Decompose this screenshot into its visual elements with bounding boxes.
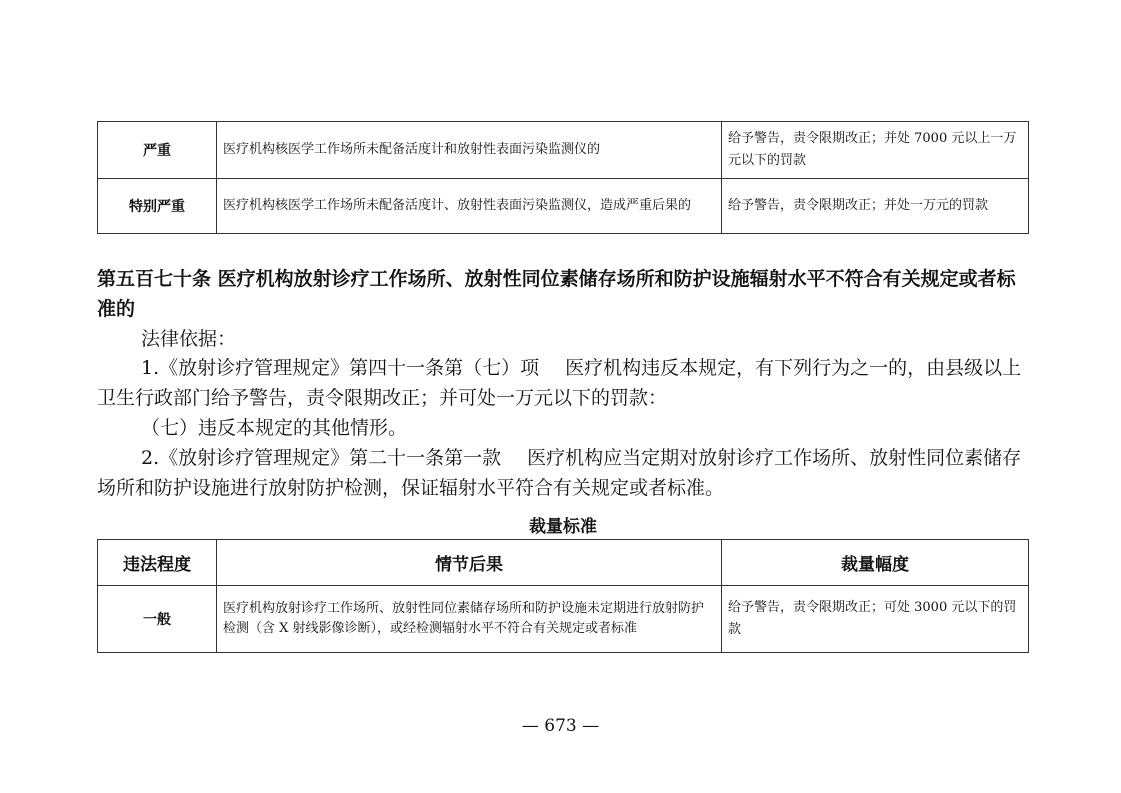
table-header-row bbox=[98, 540, 1029, 586]
consequence-cell: 医疗机构核医学工作场所未配备活度计和放射性表面污染监测仪的 bbox=[217, 122, 722, 179]
legal-basis-item-2 bbox=[97, 443, 1029, 503]
penalty-cell: 给予警告，责令限期改正；可处 3000 元以下的罚款 bbox=[722, 586, 1029, 653]
table-row bbox=[98, 179, 1029, 234]
column-header: 情节后果 bbox=[217, 540, 722, 586]
column-header: 裁量幅度 bbox=[722, 540, 1029, 586]
item-1-reference: 1.《放射诊疗管理规定》第四十一条第（七）项 bbox=[141, 357, 540, 379]
severity-cell: 特别严重 bbox=[98, 179, 217, 234]
item-1-text: 医疗机构违反本规定，有下列行为之一的，由县级以上卫生行政部门给予警告，责令限期改正；并可处一万元以下的罚款： bbox=[97, 357, 1022, 409]
table-row bbox=[98, 122, 1029, 179]
consequence-cell: 医疗机构放射诊疗工作场所、放射性同位素储存场所和防护设施未定期进行放射防护检测（含 X 射线影像诊断），或经检测辐射水平不符合有关规定或者标准 bbox=[217, 586, 722, 653]
legal-basis-heading: 法律依据： bbox=[141, 328, 237, 350]
table-row bbox=[98, 586, 1029, 653]
penalty-cell: 给予警告，责令限期改正；并处一万元的罚款 bbox=[722, 179, 1029, 234]
consequence-cell: 医疗机构核医学工作场所未配备活度计、放射性表面污染监测仪，造成严重后果的 bbox=[217, 179, 722, 234]
item-2-text: 医疗机构应当定期对放射诊疗工作场所、放射性同位素储存场所和防护设施进行放射防护检测，保证辐射水平符合有关规定或者标准。 bbox=[97, 447, 1022, 499]
penalty-cell: 给予警告，责令限期改正；并处 7000 元以上一万元以下的罚款 bbox=[722, 122, 1029, 179]
severity-cell: 严重 bbox=[98, 122, 217, 179]
legal-basis-item-1-subclause: （七）违反本规定的其他情形。 bbox=[141, 417, 408, 439]
column-header: 违法程度 bbox=[98, 540, 217, 586]
legal-basis-item-1 bbox=[97, 353, 1029, 413]
standard-title: 裁量标准 bbox=[529, 517, 597, 537]
penalty-table-continued bbox=[97, 121, 1029, 234]
item-2-reference: 2.《放射诊疗管理规定》第二十一条第一款 bbox=[141, 447, 502, 469]
severity-cell: 一般 bbox=[98, 586, 217, 653]
page-number: — 673 — bbox=[521, 716, 600, 736]
discretion-standard-table bbox=[97, 539, 1029, 653]
article-title: 第五百七十条 医疗机构放射诊疗工作场所、放射性同位素储存场所和防护设施辐射水平不符合有关规定或者标准的 bbox=[97, 268, 1016, 320]
